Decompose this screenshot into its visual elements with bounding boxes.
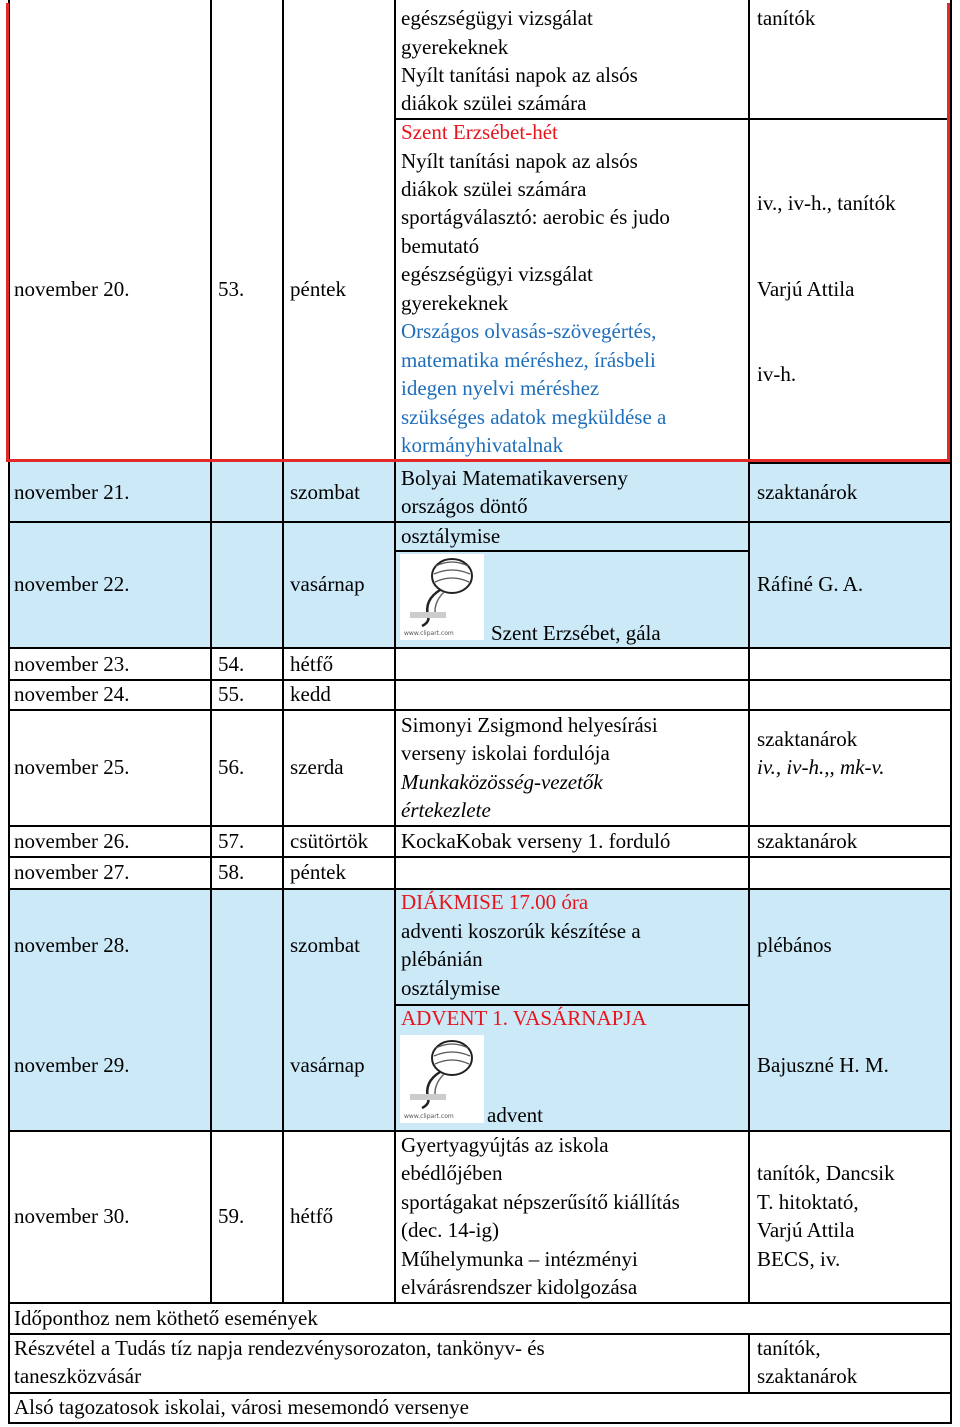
- date-cell: november 23.: [14, 652, 130, 676]
- event-line: sportágakat népszerűsítő kiállítás: [401, 1190, 680, 1214]
- date-cell: november 28.: [14, 933, 130, 957]
- event-line: kormányhivatalnak: [401, 433, 564, 457]
- date-cell: november 20.: [14, 277, 130, 301]
- responsible-cell: szaktanárok: [757, 829, 858, 853]
- date-cell: november 24.: [14, 682, 130, 706]
- lesson-day-number: 58.: [218, 860, 245, 884]
- event-line: osztálymise: [401, 524, 501, 548]
- event-line: gyerekeknek: [401, 35, 509, 59]
- responsible-cell: tanítók, Dancsik: [757, 1161, 895, 1185]
- event-line: Műhelymunka – intézményi: [401, 1247, 638, 1271]
- date-cell: november 25.: [14, 755, 130, 779]
- date-cell: november 22.: [14, 572, 130, 596]
- event-line: verseny iskolai fordulója: [401, 741, 610, 765]
- responsible-cell: iv., iv-h., tanítók: [757, 191, 896, 215]
- responsible-cell: tanítók,: [757, 1336, 821, 1360]
- weekday-cell: vasárnap: [290, 1053, 365, 1077]
- responsible-cell: BECS, iv.: [757, 1247, 841, 1271]
- weekday-cell: vasárnap: [290, 572, 365, 596]
- date-cell: november 30.: [14, 1204, 130, 1228]
- lesson-day-number: 59.: [218, 1204, 245, 1228]
- event-line: matematika méréshez, írásbeli: [401, 348, 656, 372]
- weekday-cell: szombat: [290, 933, 360, 957]
- weekday-cell: kedd: [290, 682, 331, 706]
- event-line: ADVENT 1. VASÁRNAPJA: [401, 1006, 647, 1030]
- event-line: Bolyai Matematikaverseny: [401, 466, 628, 490]
- event-line: KockaKobak verseny 1. forduló: [401, 829, 671, 853]
- date-cell: november 29.: [14, 1053, 130, 1077]
- event-line: adventi koszorúk készítése a: [401, 919, 641, 943]
- event-line: Gyertyagyújtás az iskola: [401, 1133, 609, 1157]
- responsible-cell: Ráfiné G. A.: [757, 572, 864, 596]
- event-line: advent: [487, 1103, 543, 1127]
- weekday-cell: péntek: [290, 277, 346, 301]
- event-line: bemutató: [401, 234, 480, 258]
- weekday-cell: hétfő: [290, 652, 334, 676]
- event-line: osztálymise: [401, 976, 501, 1000]
- logo-caption: www.clipart.com: [404, 630, 454, 637]
- event-line: Alsó tagozatosok iskolai, városi mesemondó versenye: [14, 1395, 469, 1419]
- lesson-day-number: 55.: [218, 682, 245, 706]
- date-cell: november 26.: [14, 829, 130, 853]
- weekday-cell: szombat: [290, 480, 360, 504]
- responsible-cell: Bajuszné H. M.: [757, 1053, 889, 1077]
- weekday-cell: szerda: [290, 755, 344, 779]
- responsible-cell: iv., iv-h.,, mk-v.: [757, 755, 885, 779]
- event-line: Munkaközösség-vezetők: [401, 770, 603, 794]
- event-line: idegen nyelvi méréshez: [401, 376, 600, 400]
- weekday-cell: hétfő: [290, 1204, 334, 1228]
- responsible-cell: iv-h.: [757, 362, 797, 386]
- responsible-cell: T. hitoktató,: [757, 1190, 859, 1214]
- event-line: Szent Erzsébet-hét: [401, 120, 558, 144]
- responsible-cell: szaktanárok: [757, 727, 858, 751]
- date-cell: november 21.: [14, 480, 130, 504]
- responsible-cell: tanítók: [757, 6, 816, 30]
- event-line: Simonyi Zsigmond helyesírási: [401, 713, 658, 737]
- event-line: egészségügyi vizsgálat: [401, 6, 593, 30]
- event-line: ebédlőjében: [401, 1161, 503, 1185]
- date-cell: november 27.: [14, 860, 130, 884]
- responsible-cell: Varjú Attila: [757, 1218, 855, 1242]
- event-line: gyerekeknek: [401, 291, 509, 315]
- event-line: diákok szülei számára: [401, 91, 587, 115]
- microphone-logo-icon: [400, 554, 484, 640]
- event-line: Országos olvasás-szövegértés,: [401, 319, 657, 343]
- event-line: DIÁKMISE 17.00 óra: [401, 890, 589, 914]
- event-line: országos döntő: [401, 494, 528, 518]
- event-line: diákok szülei számára: [401, 177, 587, 201]
- event-line: taneszközvásár: [14, 1364, 142, 1388]
- event-line: elvárásrendszer kidolgozása: [401, 1275, 638, 1299]
- event-line: plébánián: [401, 947, 483, 971]
- lesson-day-number: 57.: [218, 829, 245, 853]
- event-line: Szent Erzsébet, gála: [491, 621, 661, 645]
- lesson-day-number: 53.: [218, 277, 245, 301]
- event-line: Részvétel a Tudás tíz napja rendezvénysorozaton, tankönyv- és: [14, 1336, 545, 1360]
- lesson-day-number: 54.: [218, 652, 245, 676]
- event-line: Nyílt tanítási napok az alsós: [401, 149, 638, 173]
- responsible-cell: szaktanárok: [757, 1364, 858, 1388]
- event-line: egészségügyi vizsgálat: [401, 262, 593, 286]
- weekday-cell: csütörtök: [290, 829, 369, 853]
- lesson-day-number: 56.: [218, 755, 245, 779]
- responsible-cell: plébános: [757, 933, 832, 957]
- event-line: szükséges adatok megküldése a: [401, 405, 667, 429]
- section-heading: Időponthoz nem köthető események: [14, 1306, 318, 1330]
- responsible-cell: Varjú Attila: [757, 277, 855, 301]
- logo-caption: www.clipart.com: [404, 1113, 454, 1120]
- event-line: sportágválasztó: aerobic és judo: [401, 205, 670, 229]
- weekday-cell: péntek: [290, 860, 346, 884]
- responsible-cell: szaktanárok: [757, 480, 858, 504]
- event-line: (dec. 14-ig): [401, 1218, 499, 1242]
- microphone-logo-icon: [400, 1035, 484, 1123]
- event-line: Nyílt tanítási napok az alsós: [401, 63, 638, 87]
- event-line: értekezlete: [401, 798, 491, 822]
